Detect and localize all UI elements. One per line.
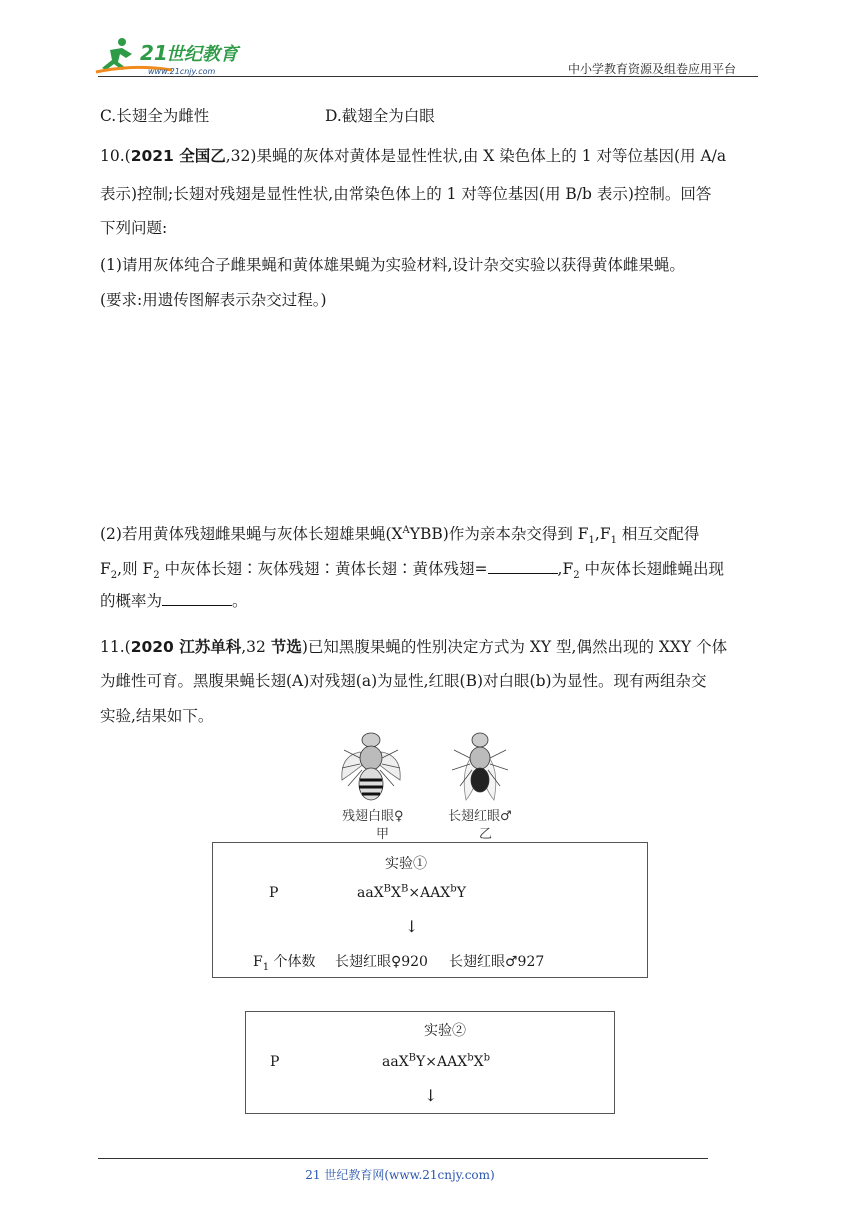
svg-text:www.21cnjy.com: www.21cnjy.com [148,67,216,76]
svg-text:世纪教育: 世纪教育 [166,44,238,65]
experiment-1-result-male: 长翅红眼♂927 [449,954,545,970]
platform-title: 中小学教育资源及组卷应用平台 [568,62,737,76]
option-d: D.截翅全为白眼 [325,107,435,125]
experiment-1-p: P [269,885,279,901]
header-divider [98,76,758,77]
fly-yi-label: 乙 [479,827,493,842]
experiment-1-arrow: ↓ [405,917,419,936]
experiment-2-box [245,1011,615,1114]
experiment-2-cross: $aaX^BY\times AAX^bX^b$ [382,1052,490,1070]
experiment-1-box [212,842,648,978]
experiment-1-f1-label: $F_1$ 个体数 [253,954,316,973]
experiment-1-title: 实验① [385,856,427,872]
q10-line3: 下列问题: [100,219,168,237]
q11-line2: 为雌性可育。黑腹果蝇长翅(A)对残翅(a)为显性,红眼(B)对白眼(b)为显性。现有两组杂交 [100,672,707,690]
q10-source: 2021 全国乙 [130,147,226,165]
q10-part2-line2: $F_2$,则 $F_2$ 中灰体长翅∶灰体残翅∶黄体长翅∶黄体残翅= $,F_2$ 中灰体长翅雌蝇出现 [100,560,725,582]
experiment-2-title: 实验② [424,1023,466,1039]
experiment-1-cross: $aaX^BX^B\times AAX^bY$ [357,883,466,901]
fruit-fly-figure [330,728,530,806]
q10-part1-line1: (1)请用灰体纯合子雌果蝇和黄体雄果蝇为实验材料,设计杂交实验以获得黄体雌果蝇。 [100,256,685,274]
q10-part1-line2: (要求:用遗传图解表示杂交过程。) [100,291,327,309]
footer-site-link[interactable]: 21 世纪教育网(www.21cnjy.com) [305,1168,495,1182]
experiment-2-arrow: ↓ [424,1086,438,1105]
q10-part2-line1: (2)若用黄体残翅雌果蝇与灰体长翅雄果蝇$(X^AYBB)$作为亲本杂交得到 $F_1,F_1$ 相互交配得 [100,524,700,547]
fly-yi-icon [452,733,508,800]
footer-divider [98,1158,708,1159]
experiment-1-result-female: 长翅红眼♀920 [335,954,428,970]
fly-jia-label: 甲 [376,827,390,842]
q10-line2: 表示)控制;长翅对残翅是显性性状,由常染色体上的 1 对等位基因(用 B/b 表示)控制。回答 [100,185,712,203]
fly-jia-icon [342,733,400,800]
q11-source: 2020 江苏单科 [130,638,242,656]
q11-line1: 11.(2020 江苏单科,32 节选)已知黑腹果蝇的性别决定方式为 XY 型,偶然出现的 XXY 个体 [100,638,728,656]
fly-jia-caption: 残翅白眼♀ [342,809,404,824]
q10-line1: 10.(2021 全国乙,32)果蝇的灰体对黄体是显性性状,由 X 染色体上的 1 对等位基因(用 A/a [100,147,727,165]
fly-yi-caption: 长翅红眼♂ [448,809,512,824]
option-c: C.长翅全为雌性 [100,107,210,125]
runner-logo-icon [92,34,262,78]
answer-blank-probability[interactable] [162,591,232,606]
logo [92,34,262,78]
answer-blank-ratio[interactable] [488,559,558,574]
svg-text:21: 21 [140,41,168,65]
q10-part2-line3: 的概率为 。 [100,592,248,610]
q11-line3: 实验,结果如下。 [100,707,214,725]
experiment-2-p: P [270,1054,280,1070]
